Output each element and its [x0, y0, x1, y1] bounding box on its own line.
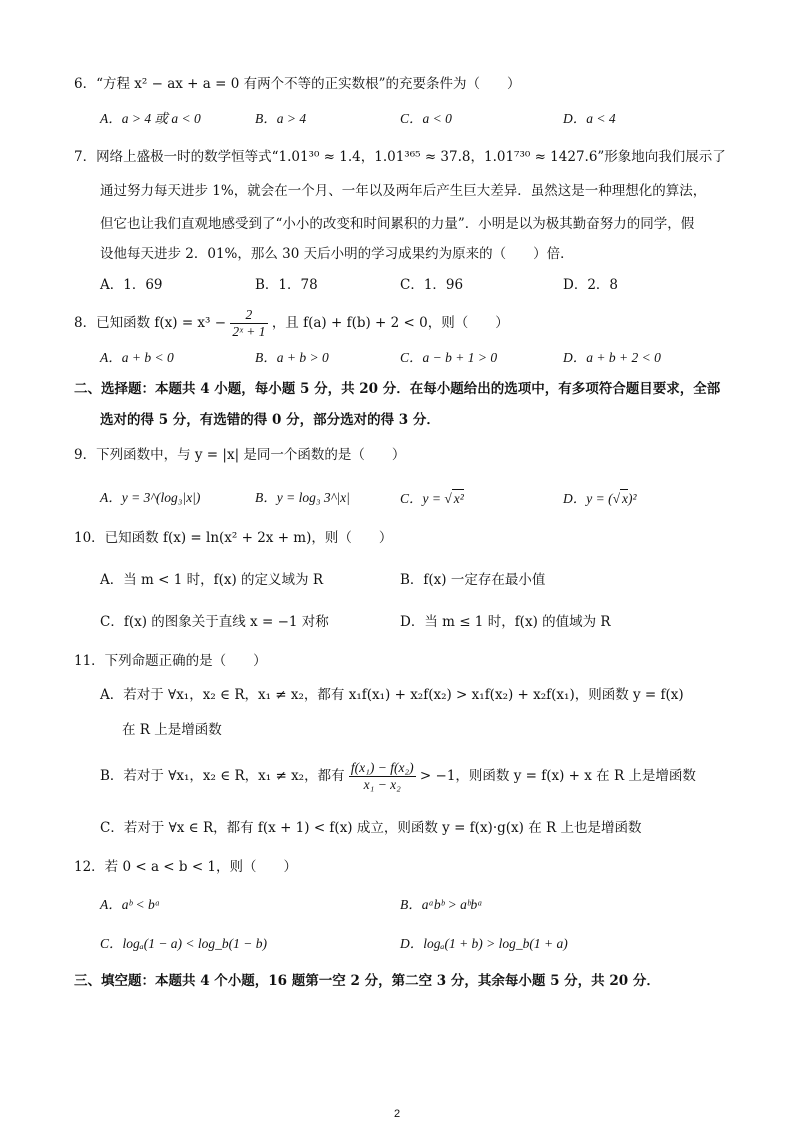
q6-option-a: A．a > 4 或 a < 0 [100, 111, 201, 126]
q6-stem: 6．“方程 x² − ax + a = 0 有两个不等的正实数根”的充要条件为（ ） [74, 76, 521, 92]
q7-option-b: B．1．78 [255, 277, 318, 293]
q12-option-d: D．logₐ(1 + b) > log_b(1 + a) [400, 936, 568, 951]
q8-stem [74, 306, 509, 340]
q12-option-b: B．aᵃbᵇ > aᵇbᵃ [400, 897, 483, 912]
q8-option-c: C．a − b + 1 > 0 [400, 350, 498, 365]
q11-option-c: C．若对于 ∀x ∈ R，都有 f(x + 1) < f(x) 成立，则函数 y = f(x)·g(x) 在 R 上也是增函数 [100, 820, 642, 836]
q7-line-1: 7．网络上盛极一时的数学恒等式“1.01³⁰ ≈ 1.4，1.01³⁶⁵ ≈ 37.8，1.01⁷³⁰ ≈ 1427.6”形象地向我们展示了 [74, 149, 726, 165]
q11-stem: 11．下列命题正确的是（ ） [74, 653, 267, 669]
q10-option-d: D．当 m ≤ 1 时，f(x) 的值域为 R [400, 614, 611, 630]
q7-line-3: 但它也让我们直观地感受到了“小小的改变和时间累积的力量”．小明是以为极其勤奋努力的同学，假 [100, 216, 695, 232]
q11-option-b-fraction [349, 760, 416, 793]
q8-option-a: A．a + b < 0 [100, 350, 174, 365]
q9-option-d-suffix: )² [628, 491, 637, 506]
q7-line-2: 通过努力每天进步 1%，就会在一个月、一年以及两年后产生巨大差异．虽然这是一种理想化的算法， [100, 183, 707, 199]
q8-stem-post: ，且 f(a) + f(b) + 2 < 0，则（ ） [271, 315, 509, 331]
q7-option-d: D．2．8 [563, 277, 619, 293]
q9-option-d: D．y = (√ x)² [563, 491, 637, 506]
q11-option-b-denominator: x₁ − x₂ [363, 777, 401, 792]
q8-option-d: D．a + b + 2 < 0 [563, 350, 661, 365]
q11-option-b-prefix: B．若对于 ∀x₁，x₂ ∈ R，x₁ ≠ x₂，都有 [100, 768, 345, 784]
q9-option-c-prefix: C．y = [400, 491, 441, 506]
q10-option-a: A．当 m < 1 时，f(x) 的定义域为 R [100, 572, 324, 588]
q11-option-a-line-1: A．若对于 ∀x₁，x₂ ∈ R，x₁ ≠ x₂，都有 x₁f(x₁) + x₂f(x₂) > x₁f(x₂) + x₂f(x₁)，则函数 y = f(x) [100, 687, 684, 703]
q9-option-d-prefix: D．y = ( [563, 491, 613, 506]
q9-option-b: B．y = log₃ 3^|x| [255, 490, 350, 505]
q12-option-c: C．logₐ(1 − a) < log_b(1 − b) [100, 936, 268, 951]
q7-option-a: A．1．69 [100, 277, 163, 293]
q11-option-b-suffix: > −1，则函数 y = f(x) + x 在 R 上是增函数 [419, 768, 696, 784]
q9-option-c: C．y = √ x² [400, 491, 464, 506]
q8-stem-pre: 8．已知函数 f(x) = x³ − [74, 315, 227, 331]
q7-line-4: 设他每天进步 2．01%，那么 30 天后小明的学习成果约为原来的（ ）倍． [100, 246, 574, 262]
q12-stem: 12．若 0 < a < b < 1，则（ ） [74, 859, 298, 875]
q9-stem: 9．下列函数中，与 y = |x| 是同一个函数的是（ ） [74, 447, 406, 463]
page-number: 2 [393, 1108, 401, 1120]
q10-stem: 10．已知函数 f(x) = ln(x² + 2x + m)，则（ ） [74, 530, 393, 546]
q8-fraction-numerator: 2 [230, 307, 267, 324]
section-2-header-line-2: 选对的得 5 分，有选错的得 0 分，部分选对的得 3 分． [100, 412, 440, 428]
q11-option-b-numerator: f(x₁) − f(x₂) [350, 760, 414, 775]
q9-option-a: A．y = 3^(log₃|x|) [100, 490, 201, 505]
q9-option-d-radicand: x [622, 491, 629, 506]
q10-option-b: B．f(x) 一定存在最小值 [400, 572, 546, 588]
section-3-header: 三、填空题：本题共 4 个小题，16 题第一空 2 分，第二空 3 分，其余每小题 5 分，共 20 分． [74, 973, 660, 989]
q8-fraction [230, 307, 267, 340]
q7-option-c: C．1．96 [400, 277, 464, 293]
q6-option-b: B．a > 4 [255, 111, 307, 126]
q11-option-a-line-2: 在 R 上是增函数 [122, 722, 222, 738]
q6-option-c: C．a < 0 [400, 111, 452, 126]
q9-option-c-radicand: x² [453, 491, 464, 506]
q8-fraction-denominator: 2ˣ + 1 [232, 324, 266, 339]
q6-option-d: D．a < 4 [563, 111, 616, 126]
q12-option-a: A．aᵇ < bᵃ [100, 897, 161, 912]
q10-option-c: C．f(x) 的图象关于直线 x = −1 对称 [100, 614, 329, 630]
section-2-header-line-1: 二、选择题：本题共 4 小题，每小题 5 分，共 20 分．在每小题给出的选项中，有多项符合题目要求，全部 [74, 381, 721, 397]
q8-option-b: B．a + b > 0 [255, 350, 329, 365]
q11-option-b [100, 758, 696, 794]
